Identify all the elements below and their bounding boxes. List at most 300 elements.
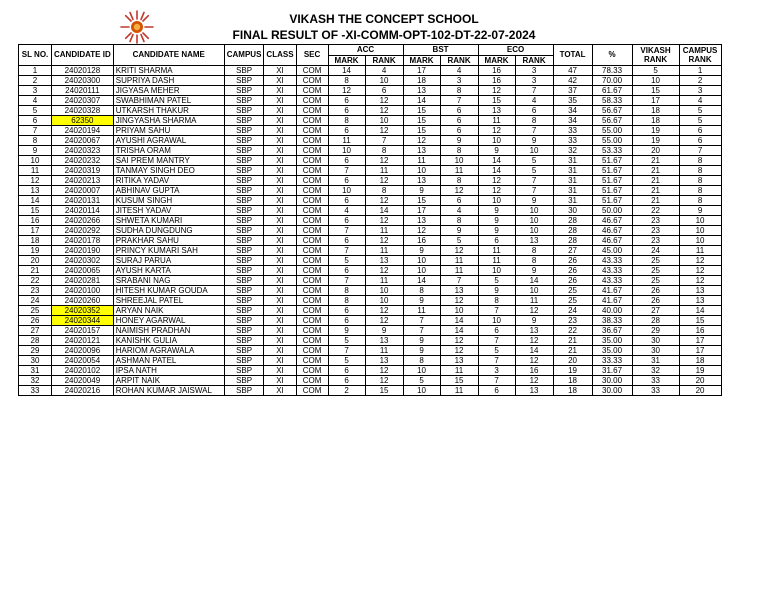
cell-sl-no: 15 bbox=[19, 206, 52, 216]
cell-total: 26 bbox=[553, 266, 592, 276]
cell-sl-no: 16 bbox=[19, 216, 52, 226]
cell-campus: SBP bbox=[224, 306, 264, 316]
cell-candidate-name: ABHINAV GUPTA bbox=[113, 186, 224, 196]
cell-percent: 70.00 bbox=[592, 76, 632, 86]
cell-class: XI bbox=[264, 216, 296, 226]
cell-sec: COM bbox=[296, 296, 328, 306]
cell-class: XI bbox=[264, 306, 296, 316]
cell-candidate-name: JIGYASA MEHER bbox=[113, 86, 224, 96]
cell-acc-mark: 5 bbox=[328, 336, 365, 346]
cell-eco-rank: 9 bbox=[515, 196, 553, 206]
cell-acc-mark: 7 bbox=[328, 246, 365, 256]
cell-vikash-rank: 23 bbox=[632, 236, 679, 246]
table-row bbox=[19, 356, 722, 366]
cell-bst-rank: 12 bbox=[440, 336, 478, 346]
cell-bst-mark: 11 bbox=[403, 156, 440, 166]
cell-percent: 33.33 bbox=[592, 356, 632, 366]
cell-acc-mark: 8 bbox=[328, 286, 365, 296]
cell-sl-no: 13 bbox=[19, 186, 52, 196]
cell-bst-rank: 13 bbox=[440, 286, 478, 296]
cell-eco-rank: 8 bbox=[515, 246, 553, 256]
cell-vikash-rank: 26 bbox=[632, 286, 679, 296]
cell-bst-mark: 11 bbox=[403, 306, 440, 316]
cell-acc-rank: 12 bbox=[365, 156, 403, 166]
cell-class: XI bbox=[264, 336, 296, 346]
cell-total: 28 bbox=[553, 236, 592, 246]
cell-bst-rank: 4 bbox=[440, 206, 478, 216]
cell-class: XI bbox=[264, 276, 296, 286]
cell-candidate-id: 24020300 bbox=[52, 76, 114, 86]
cell-acc-rank: 12 bbox=[365, 306, 403, 316]
cell-sl-no: 8 bbox=[19, 136, 52, 146]
cell-total: 31 bbox=[553, 166, 592, 176]
cell-campus: SBP bbox=[224, 276, 264, 286]
cell-acc-rank: 4 bbox=[365, 66, 403, 76]
cell-sl-no: 20 bbox=[19, 256, 52, 266]
cell-campus: SBP bbox=[224, 86, 264, 96]
table-row bbox=[19, 316, 722, 326]
cell-percent: 55.00 bbox=[592, 126, 632, 136]
cell-vikash-rank: 26 bbox=[632, 296, 679, 306]
cell-total: 21 bbox=[553, 346, 592, 356]
cell-sec: COM bbox=[296, 226, 328, 236]
cell-total: 37 bbox=[553, 86, 592, 96]
cell-bst-rank: 15 bbox=[440, 376, 478, 386]
cell-sec: COM bbox=[296, 86, 328, 96]
cell-eco-rank: 10 bbox=[515, 286, 553, 296]
cell-bst-rank: 9 bbox=[440, 136, 478, 146]
cell-campus-rank: 18 bbox=[679, 356, 721, 366]
cell-vikash-rank: 31 bbox=[632, 356, 679, 366]
cell-sec: COM bbox=[296, 276, 328, 286]
cell-percent: 58.33 bbox=[592, 96, 632, 106]
cell-eco-rank: 9 bbox=[515, 266, 553, 276]
cell-sec: COM bbox=[296, 176, 328, 186]
cell-total: 25 bbox=[553, 296, 592, 306]
cell-sec: COM bbox=[296, 206, 328, 216]
cell-sec: COM bbox=[296, 316, 328, 326]
cell-acc-rank: 7 bbox=[365, 136, 403, 146]
cell-bst-rank: 7 bbox=[440, 276, 478, 286]
cell-candidate-name: IPSA NATH bbox=[113, 366, 224, 376]
cell-bst-mark: 13 bbox=[403, 146, 440, 156]
cell-eco-mark: 16 bbox=[478, 66, 515, 76]
cell-percent: 61.67 bbox=[592, 86, 632, 96]
cell-acc-mark: 2 bbox=[328, 386, 365, 396]
cell-class: XI bbox=[264, 366, 296, 376]
cell-total: 22 bbox=[553, 326, 592, 336]
cell-vikash-rank: 25 bbox=[632, 256, 679, 266]
cell-vikash-rank: 23 bbox=[632, 216, 679, 226]
cell-acc-rank: 12 bbox=[365, 236, 403, 246]
cell-total: 47 bbox=[553, 66, 592, 76]
cell-campus: SBP bbox=[224, 126, 264, 136]
cell-sl-no: 18 bbox=[19, 236, 52, 246]
cell-campus: SBP bbox=[224, 196, 264, 206]
cell-bst-mark: 12 bbox=[403, 136, 440, 146]
cell-eco-rank: 9 bbox=[515, 316, 553, 326]
cell-eco-rank: 13 bbox=[515, 236, 553, 246]
cell-vikash-rank: 23 bbox=[632, 226, 679, 236]
cell-total: 30 bbox=[553, 206, 592, 216]
cell-bst-rank: 11 bbox=[440, 166, 478, 176]
cell-acc-rank: 12 bbox=[365, 366, 403, 376]
table-row bbox=[19, 236, 722, 246]
cell-bst-rank: 4 bbox=[440, 66, 478, 76]
cell-vikash-rank: 21 bbox=[632, 196, 679, 206]
cell-class: XI bbox=[264, 166, 296, 176]
cell-total: 42 bbox=[553, 76, 592, 86]
cell-acc-mark: 8 bbox=[328, 116, 365, 126]
cell-bst-rank: 8 bbox=[440, 146, 478, 156]
cell-eco-mark: 7 bbox=[478, 376, 515, 386]
cell-candidate-id: 24020100 bbox=[52, 286, 114, 296]
cell-candidate-id: 24020190 bbox=[52, 246, 114, 256]
cell-bst-mark: 18 bbox=[403, 76, 440, 86]
cell-eco-rank: 7 bbox=[515, 186, 553, 196]
cell-sl-no: 21 bbox=[19, 266, 52, 276]
cell-eco-mark: 12 bbox=[478, 176, 515, 186]
cell-percent: 78.33 bbox=[592, 66, 632, 76]
cell-eco-rank: 12 bbox=[515, 376, 553, 386]
cell-class: XI bbox=[264, 116, 296, 126]
cell-sec: COM bbox=[296, 376, 328, 386]
cell-candidate-id: 24020323 bbox=[52, 146, 114, 156]
cell-eco-mark: 6 bbox=[478, 326, 515, 336]
cell-sec: COM bbox=[296, 336, 328, 346]
cell-eco-rank: 12 bbox=[515, 306, 553, 316]
cell-acc-rank: 12 bbox=[365, 316, 403, 326]
cell-bst-rank: 11 bbox=[440, 386, 478, 396]
cell-percent: 51.67 bbox=[592, 176, 632, 186]
cell-eco-mark: 7 bbox=[478, 306, 515, 316]
cell-bst-mark: 15 bbox=[403, 196, 440, 206]
cell-campus-rank: 8 bbox=[679, 176, 721, 186]
cell-campus: SBP bbox=[224, 336, 264, 346]
cell-percent: 30.00 bbox=[592, 386, 632, 396]
cell-class: XI bbox=[264, 256, 296, 266]
cell-total: 31 bbox=[553, 196, 592, 206]
table-row bbox=[19, 226, 722, 236]
cell-campus-rank: 5 bbox=[679, 116, 721, 126]
cell-acc-mark: 6 bbox=[328, 196, 365, 206]
cell-vikash-rank: 5 bbox=[632, 66, 679, 76]
cell-sec: COM bbox=[296, 136, 328, 146]
table-row bbox=[19, 156, 722, 166]
cell-bst-mark: 8 bbox=[403, 286, 440, 296]
cell-candidate-name: HITESH KUMAR GOUDA bbox=[113, 286, 224, 296]
cell-candidate-name: JINGYASHA SHARMA bbox=[113, 116, 224, 126]
cell-campus: SBP bbox=[224, 376, 264, 386]
cell-eco-mark: 3 bbox=[478, 366, 515, 376]
cell-candidate-id: 24020281 bbox=[52, 276, 114, 286]
table-row bbox=[19, 296, 722, 306]
cell-vikash-rank: 21 bbox=[632, 176, 679, 186]
cell-percent: 35.00 bbox=[592, 346, 632, 356]
cell-class: XI bbox=[264, 386, 296, 396]
cell-candidate-id: 24020007 bbox=[52, 186, 114, 196]
cell-total: 33 bbox=[553, 126, 592, 136]
cell-eco-mark: 9 bbox=[478, 206, 515, 216]
cell-bst-rank: 12 bbox=[440, 296, 478, 306]
cell-eco-mark: 11 bbox=[478, 246, 515, 256]
cell-sec: COM bbox=[296, 146, 328, 156]
cell-class: XI bbox=[264, 156, 296, 166]
cell-sec: COM bbox=[296, 66, 328, 76]
cell-eco-rank: 6 bbox=[515, 106, 553, 116]
cell-percent: 51.67 bbox=[592, 186, 632, 196]
cell-candidate-name: SUDHA DUNGDUNG bbox=[113, 226, 224, 236]
cell-vikash-rank: 28 bbox=[632, 316, 679, 326]
cell-acc-rank: 12 bbox=[365, 126, 403, 136]
cell-sl-no: 29 bbox=[19, 346, 52, 356]
cell-candidate-id: 24020054 bbox=[52, 356, 114, 366]
table-row bbox=[19, 106, 722, 116]
cell-percent: 35.00 bbox=[592, 336, 632, 346]
cell-candidate-name: AYUSHI AGRAWAL bbox=[113, 136, 224, 146]
cell-vikash-rank: 21 bbox=[632, 166, 679, 176]
cell-sl-no: 3 bbox=[19, 86, 52, 96]
cell-vikash-rank: 22 bbox=[632, 206, 679, 216]
cell-campus-rank: 20 bbox=[679, 376, 721, 386]
table-row bbox=[19, 146, 722, 156]
cell-percent: 38.33 bbox=[592, 316, 632, 326]
header-bst-mark: MARK bbox=[403, 56, 440, 66]
header-percent: % bbox=[592, 45, 632, 66]
cell-acc-mark: 6 bbox=[328, 106, 365, 116]
cell-eco-mark: 9 bbox=[478, 216, 515, 226]
cell-campus: SBP bbox=[224, 96, 264, 106]
cell-eco-mark: 12 bbox=[478, 186, 515, 196]
table-row bbox=[19, 366, 722, 376]
cell-class: XI bbox=[264, 136, 296, 146]
cell-total: 21 bbox=[553, 336, 592, 346]
cell-class: XI bbox=[264, 376, 296, 386]
cell-sl-no: 33 bbox=[19, 386, 52, 396]
cell-acc-mark: 6 bbox=[328, 176, 365, 186]
cell-class: XI bbox=[264, 206, 296, 216]
cell-campus-rank: 13 bbox=[679, 296, 721, 306]
cell-candidate-id: 24020344 bbox=[52, 316, 114, 326]
cell-sec: COM bbox=[296, 166, 328, 176]
cell-percent: 45.00 bbox=[592, 246, 632, 256]
cell-candidate-name: ARYAN NAIK bbox=[113, 306, 224, 316]
cell-bst-mark: 10 bbox=[403, 366, 440, 376]
cell-campus-rank: 8 bbox=[679, 196, 721, 206]
cell-bst-mark: 14 bbox=[403, 96, 440, 106]
cell-acc-mark: 9 bbox=[328, 326, 365, 336]
cell-total: 34 bbox=[553, 116, 592, 126]
cell-candidate-id: 24020266 bbox=[52, 216, 114, 226]
cell-acc-mark: 6 bbox=[328, 266, 365, 276]
header-campus: CAMPUS bbox=[224, 45, 264, 66]
cell-candidate-name: NAIMISH PRADHAN bbox=[113, 326, 224, 336]
cell-acc-mark: 5 bbox=[328, 256, 365, 266]
cell-acc-mark: 11 bbox=[328, 136, 365, 146]
cell-class: XI bbox=[264, 286, 296, 296]
cell-total: 24 bbox=[553, 306, 592, 316]
cell-acc-rank: 11 bbox=[365, 346, 403, 356]
cell-candidate-name: KUSUM SINGH bbox=[113, 196, 224, 206]
cell-sec: COM bbox=[296, 196, 328, 206]
cell-class: XI bbox=[264, 96, 296, 106]
cell-vikash-rank: 17 bbox=[632, 96, 679, 106]
cell-bst-rank: 8 bbox=[440, 86, 478, 96]
cell-campus-rank: 13 bbox=[679, 286, 721, 296]
cell-eco-mark: 12 bbox=[478, 126, 515, 136]
cell-bst-rank: 10 bbox=[440, 306, 478, 316]
cell-sl-no: 6 bbox=[19, 116, 52, 126]
cell-sec: COM bbox=[296, 236, 328, 246]
cell-acc-rank: 12 bbox=[365, 176, 403, 186]
cell-sl-no: 25 bbox=[19, 306, 52, 316]
cell-bst-mark: 9 bbox=[403, 296, 440, 306]
cell-bst-mark: 13 bbox=[403, 216, 440, 226]
cell-bst-rank: 13 bbox=[440, 356, 478, 366]
cell-sl-no: 4 bbox=[19, 96, 52, 106]
cell-campus-rank: 12 bbox=[679, 276, 721, 286]
cell-acc-mark: 10 bbox=[328, 186, 365, 196]
cell-campus: SBP bbox=[224, 386, 264, 396]
cell-candidate-id: 24020102 bbox=[52, 366, 114, 376]
cell-sl-no: 17 bbox=[19, 226, 52, 236]
cell-candidate-name: ASHMAN PATEL bbox=[113, 356, 224, 366]
cell-sec: COM bbox=[296, 256, 328, 266]
cell-acc-rank: 11 bbox=[365, 166, 403, 176]
cell-percent: 43.33 bbox=[592, 256, 632, 266]
cell-class: XI bbox=[264, 146, 296, 156]
cell-acc-rank: 10 bbox=[365, 116, 403, 126]
table-row bbox=[19, 166, 722, 176]
cell-acc-mark: 14 bbox=[328, 66, 365, 76]
cell-sl-no: 7 bbox=[19, 126, 52, 136]
cell-sl-no: 9 bbox=[19, 146, 52, 156]
cell-acc-mark: 8 bbox=[328, 296, 365, 306]
cell-campus-rank: 9 bbox=[679, 206, 721, 216]
cell-percent: 30.00 bbox=[592, 376, 632, 386]
cell-eco-rank: 7 bbox=[515, 86, 553, 96]
cell-vikash-rank: 18 bbox=[632, 106, 679, 116]
cell-eco-rank: 11 bbox=[515, 296, 553, 306]
cell-percent: 56.67 bbox=[592, 106, 632, 116]
cell-bst-rank: 14 bbox=[440, 326, 478, 336]
cell-vikash-rank: 25 bbox=[632, 266, 679, 276]
cell-campus: SBP bbox=[224, 156, 264, 166]
cell-campus-rank: 15 bbox=[679, 316, 721, 326]
cell-eco-rank: 12 bbox=[515, 356, 553, 366]
cell-sl-no: 24 bbox=[19, 296, 52, 306]
cell-acc-mark: 12 bbox=[328, 86, 365, 96]
cell-campus-rank: 10 bbox=[679, 226, 721, 236]
cell-candidate-id: 24020213 bbox=[52, 176, 114, 186]
cell-bst-rank: 10 bbox=[440, 156, 478, 166]
cell-campus-rank: 8 bbox=[679, 186, 721, 196]
cell-sec: COM bbox=[296, 116, 328, 126]
cell-eco-mark: 10 bbox=[478, 316, 515, 326]
cell-candidate-id: 24020178 bbox=[52, 236, 114, 246]
cell-campus: SBP bbox=[224, 216, 264, 226]
table-row bbox=[19, 186, 722, 196]
cell-sl-no: 30 bbox=[19, 356, 52, 366]
table-row bbox=[19, 66, 722, 76]
cell-eco-rank: 3 bbox=[515, 76, 553, 86]
header-candidate-name: CANDIDATE NAME bbox=[113, 45, 224, 66]
cell-bst-mark: 10 bbox=[403, 266, 440, 276]
cell-bst-rank: 12 bbox=[440, 346, 478, 356]
cell-eco-rank: 12 bbox=[515, 336, 553, 346]
cell-eco-rank: 3 bbox=[515, 66, 553, 76]
cell-class: XI bbox=[264, 66, 296, 76]
cell-class: XI bbox=[264, 196, 296, 206]
cell-bst-rank: 6 bbox=[440, 196, 478, 206]
table-row bbox=[19, 246, 722, 256]
cell-candidate-name: SRABANI NAG bbox=[113, 276, 224, 286]
cell-candidate-name: JITESH YADAV bbox=[113, 206, 224, 216]
header-campus-rank: CAMPUS RANK bbox=[679, 45, 721, 66]
cell-campus-rank: 6 bbox=[679, 136, 721, 146]
cell-acc-rank: 13 bbox=[365, 336, 403, 346]
cell-candidate-name: SURAJ PARUA bbox=[113, 256, 224, 266]
cell-eco-mark: 5 bbox=[478, 276, 515, 286]
cell-acc-mark: 7 bbox=[328, 166, 365, 176]
cell-sl-no: 12 bbox=[19, 176, 52, 186]
header-total: TOTAL bbox=[553, 45, 592, 66]
cell-candidate-id: 24020157 bbox=[52, 326, 114, 336]
cell-eco-mark: 7 bbox=[478, 356, 515, 366]
cell-campus-rank: 7 bbox=[679, 146, 721, 156]
cell-class: XI bbox=[264, 226, 296, 236]
cell-campus-rank: 8 bbox=[679, 156, 721, 166]
cell-bst-rank: 6 bbox=[440, 106, 478, 116]
cell-campus-rank: 12 bbox=[679, 266, 721, 276]
cell-sl-no: 10 bbox=[19, 156, 52, 166]
cell-class: XI bbox=[264, 126, 296, 136]
cell-candidate-name: TRISHA ORAM bbox=[113, 146, 224, 156]
cell-campus-rank: 6 bbox=[679, 126, 721, 136]
header-sl-no: SL NO. bbox=[19, 45, 52, 66]
cell-sl-no: 27 bbox=[19, 326, 52, 336]
cell-campus: SBP bbox=[224, 166, 264, 176]
cell-acc-rank: 12 bbox=[365, 376, 403, 386]
cell-total: 23 bbox=[553, 316, 592, 326]
cell-bst-mark: 15 bbox=[403, 106, 440, 116]
cell-sl-no: 11 bbox=[19, 166, 52, 176]
table-row bbox=[19, 256, 722, 266]
table-row bbox=[19, 386, 722, 396]
cell-bst-mark: 15 bbox=[403, 116, 440, 126]
cell-candidate-id: 24020114 bbox=[52, 206, 114, 216]
cell-percent: 50.00 bbox=[592, 206, 632, 216]
cell-bst-mark: 9 bbox=[403, 346, 440, 356]
cell-candidate-name: AYUSH KARTA bbox=[113, 266, 224, 276]
cell-campus: SBP bbox=[224, 356, 264, 366]
cell-bst-mark: 8 bbox=[403, 356, 440, 366]
cell-eco-rank: 5 bbox=[515, 166, 553, 176]
header-eco-mark: MARK bbox=[478, 56, 515, 66]
cell-eco-mark: 9 bbox=[478, 226, 515, 236]
cell-acc-mark: 8 bbox=[328, 76, 365, 86]
cell-total: 26 bbox=[553, 256, 592, 266]
cell-acc-mark: 6 bbox=[328, 126, 365, 136]
cell-campus: SBP bbox=[224, 316, 264, 326]
cell-eco-rank: 14 bbox=[515, 346, 553, 356]
cell-acc-rank: 9 bbox=[365, 326, 403, 336]
cell-acc-rank: 10 bbox=[365, 286, 403, 296]
cell-bst-mark: 13 bbox=[403, 176, 440, 186]
cell-bst-rank: 3 bbox=[440, 76, 478, 86]
cell-eco-rank: 10 bbox=[515, 226, 553, 236]
cell-bst-rank: 12 bbox=[440, 246, 478, 256]
